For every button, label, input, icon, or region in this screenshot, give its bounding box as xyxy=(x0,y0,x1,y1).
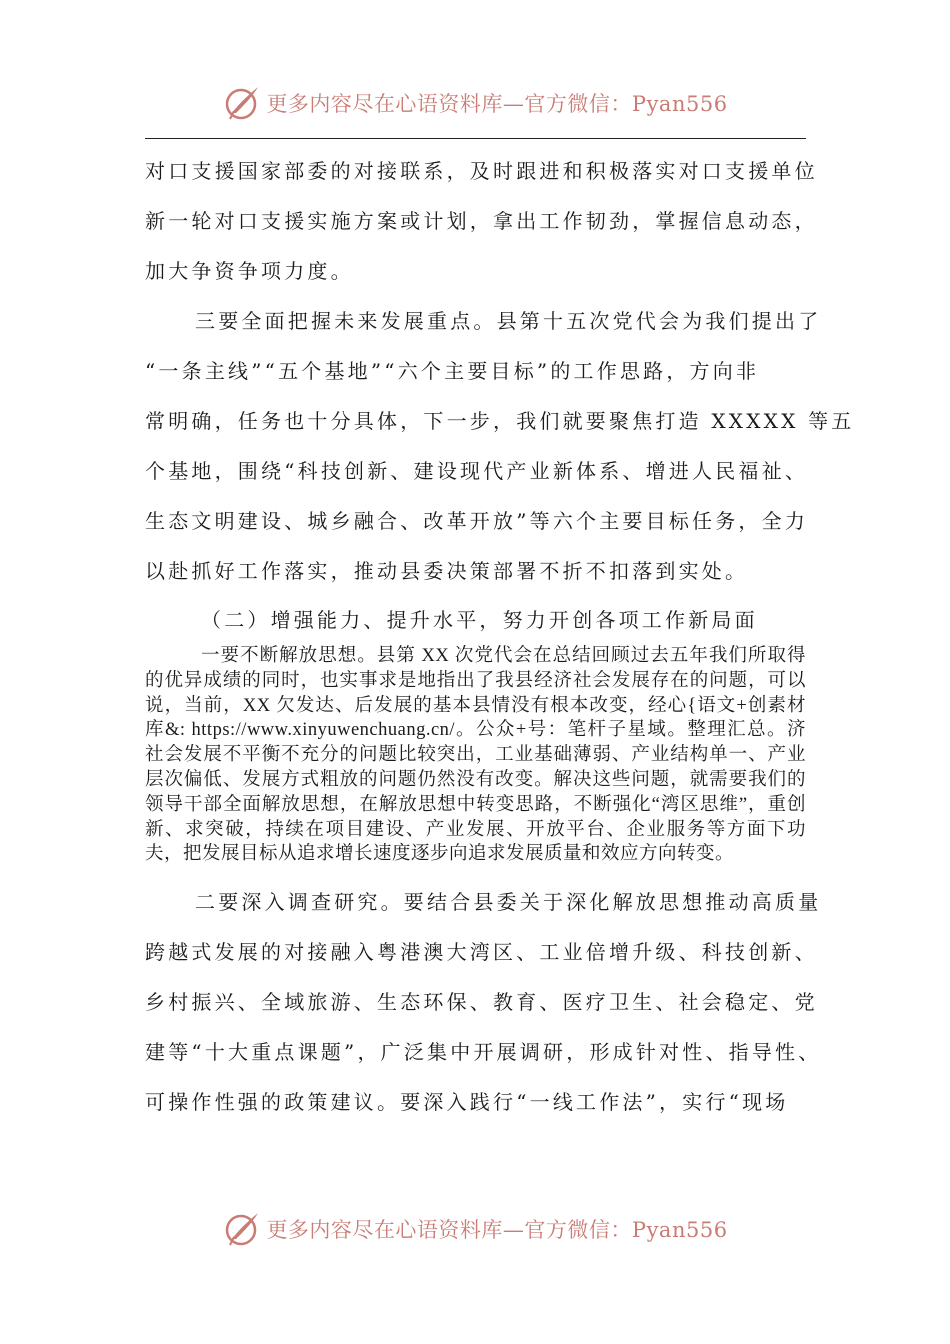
paragraph-line: 生态文明建设、城乡融合、改革开放”等六个主要目标任务，全力 xyxy=(145,509,809,533)
header-banner xyxy=(0,78,950,128)
quill-logo-icon xyxy=(222,83,262,123)
paragraph-line: 个基地，围绕“科技创新、建设现代产业新体系、增进人民福祉、 xyxy=(145,459,809,483)
compact-paragraph: 一要不断解放思想。县第 XX 次党代会在总结回顾过去五年我们所取得的优异成绩的同时，也实事求是地指出了我县经济社会发展存在的问题，可以说，当前，XX 欠发达、后发展的基本县情没有根本改变，经心{语文+创素材库&: https://www.xinyuwenchuang.cn/。公众+号：笔杆子星域。整理汇总。济社会发展不平衡不充分的问题比较突出，工业基础薄弱、产业结构单一、产业层次偏低、发展方式粗放的问题仍然没有改变。解决这些问题，就需要我们的领导干部全面解放思想，在解放思想中转变思路，不断强化“湾区思维”，重创新、求突破，持续在项目建设、产业发展、开放平台、企业服务等方面下功夫，把发展目标从追求增长速度逐步向追求发展质量和效应方向转变。 xyxy=(145,646,806,865)
paragraph-line: 以赴抓好工作落实，推动县委决策部署不折不扣落到实处。 xyxy=(145,559,749,583)
paragraph-line: 新一轮对口支援实施方案或计划，拿出工作韧劲，掌握信息动态， xyxy=(145,209,818,233)
banner-text: 更多内容尽在心语资料库—官方微信：Pyan556 xyxy=(266,92,728,116)
header-divider xyxy=(145,138,806,139)
paragraph-line: 可操作性强的政策建议。要深入践行“一线工作法”，实行“现场 xyxy=(145,1090,789,1115)
section-subheading: （二）增强能力、提升水平，努力开创各项工作新局面 xyxy=(201,608,758,632)
paragraph-line: 三要全面把握未来发展重点。县第十五次党代会为我们提出了 xyxy=(195,309,822,333)
paragraph-line: 二要深入调查研究。要结合县委关于深化解放思想推动高质量 xyxy=(195,890,822,915)
paragraph-line: “一条主线”“五个基地”“六个主要目标”的工作思路，方向非 xyxy=(145,359,760,383)
banner-text: 更多内容尽在心语资料库—官方微信：Pyan556 xyxy=(266,1218,728,1242)
paragraph-line: 乡村振兴、全域旅游、生态环保、教育、医疗卫生、社会稳定、党 xyxy=(145,990,818,1015)
quill-logo-icon xyxy=(222,1209,262,1249)
compact-paragraph-block xyxy=(145,644,806,867)
paragraph-line: 加大争资争项力度。 xyxy=(145,259,354,283)
footer-banner xyxy=(0,1204,950,1254)
document-body xyxy=(145,146,855,1127)
paragraph-line: 建等“十大重点课题”，广泛集中开展调研，形成针对性、指导性、 xyxy=(145,1040,822,1065)
paragraph-line: 常明确，任务也十分具体，下一步，我们就要聚焦打造 XXXXX 等五 xyxy=(145,409,855,433)
paragraph-line: 跨越式发展的对接融入粤港澳大湾区、工业倍增升级、科技创新、 xyxy=(145,940,818,965)
paragraph-line: 对口支援国家部委的对接联系，及时跟进和积极落实对口支援单位 xyxy=(145,159,818,183)
